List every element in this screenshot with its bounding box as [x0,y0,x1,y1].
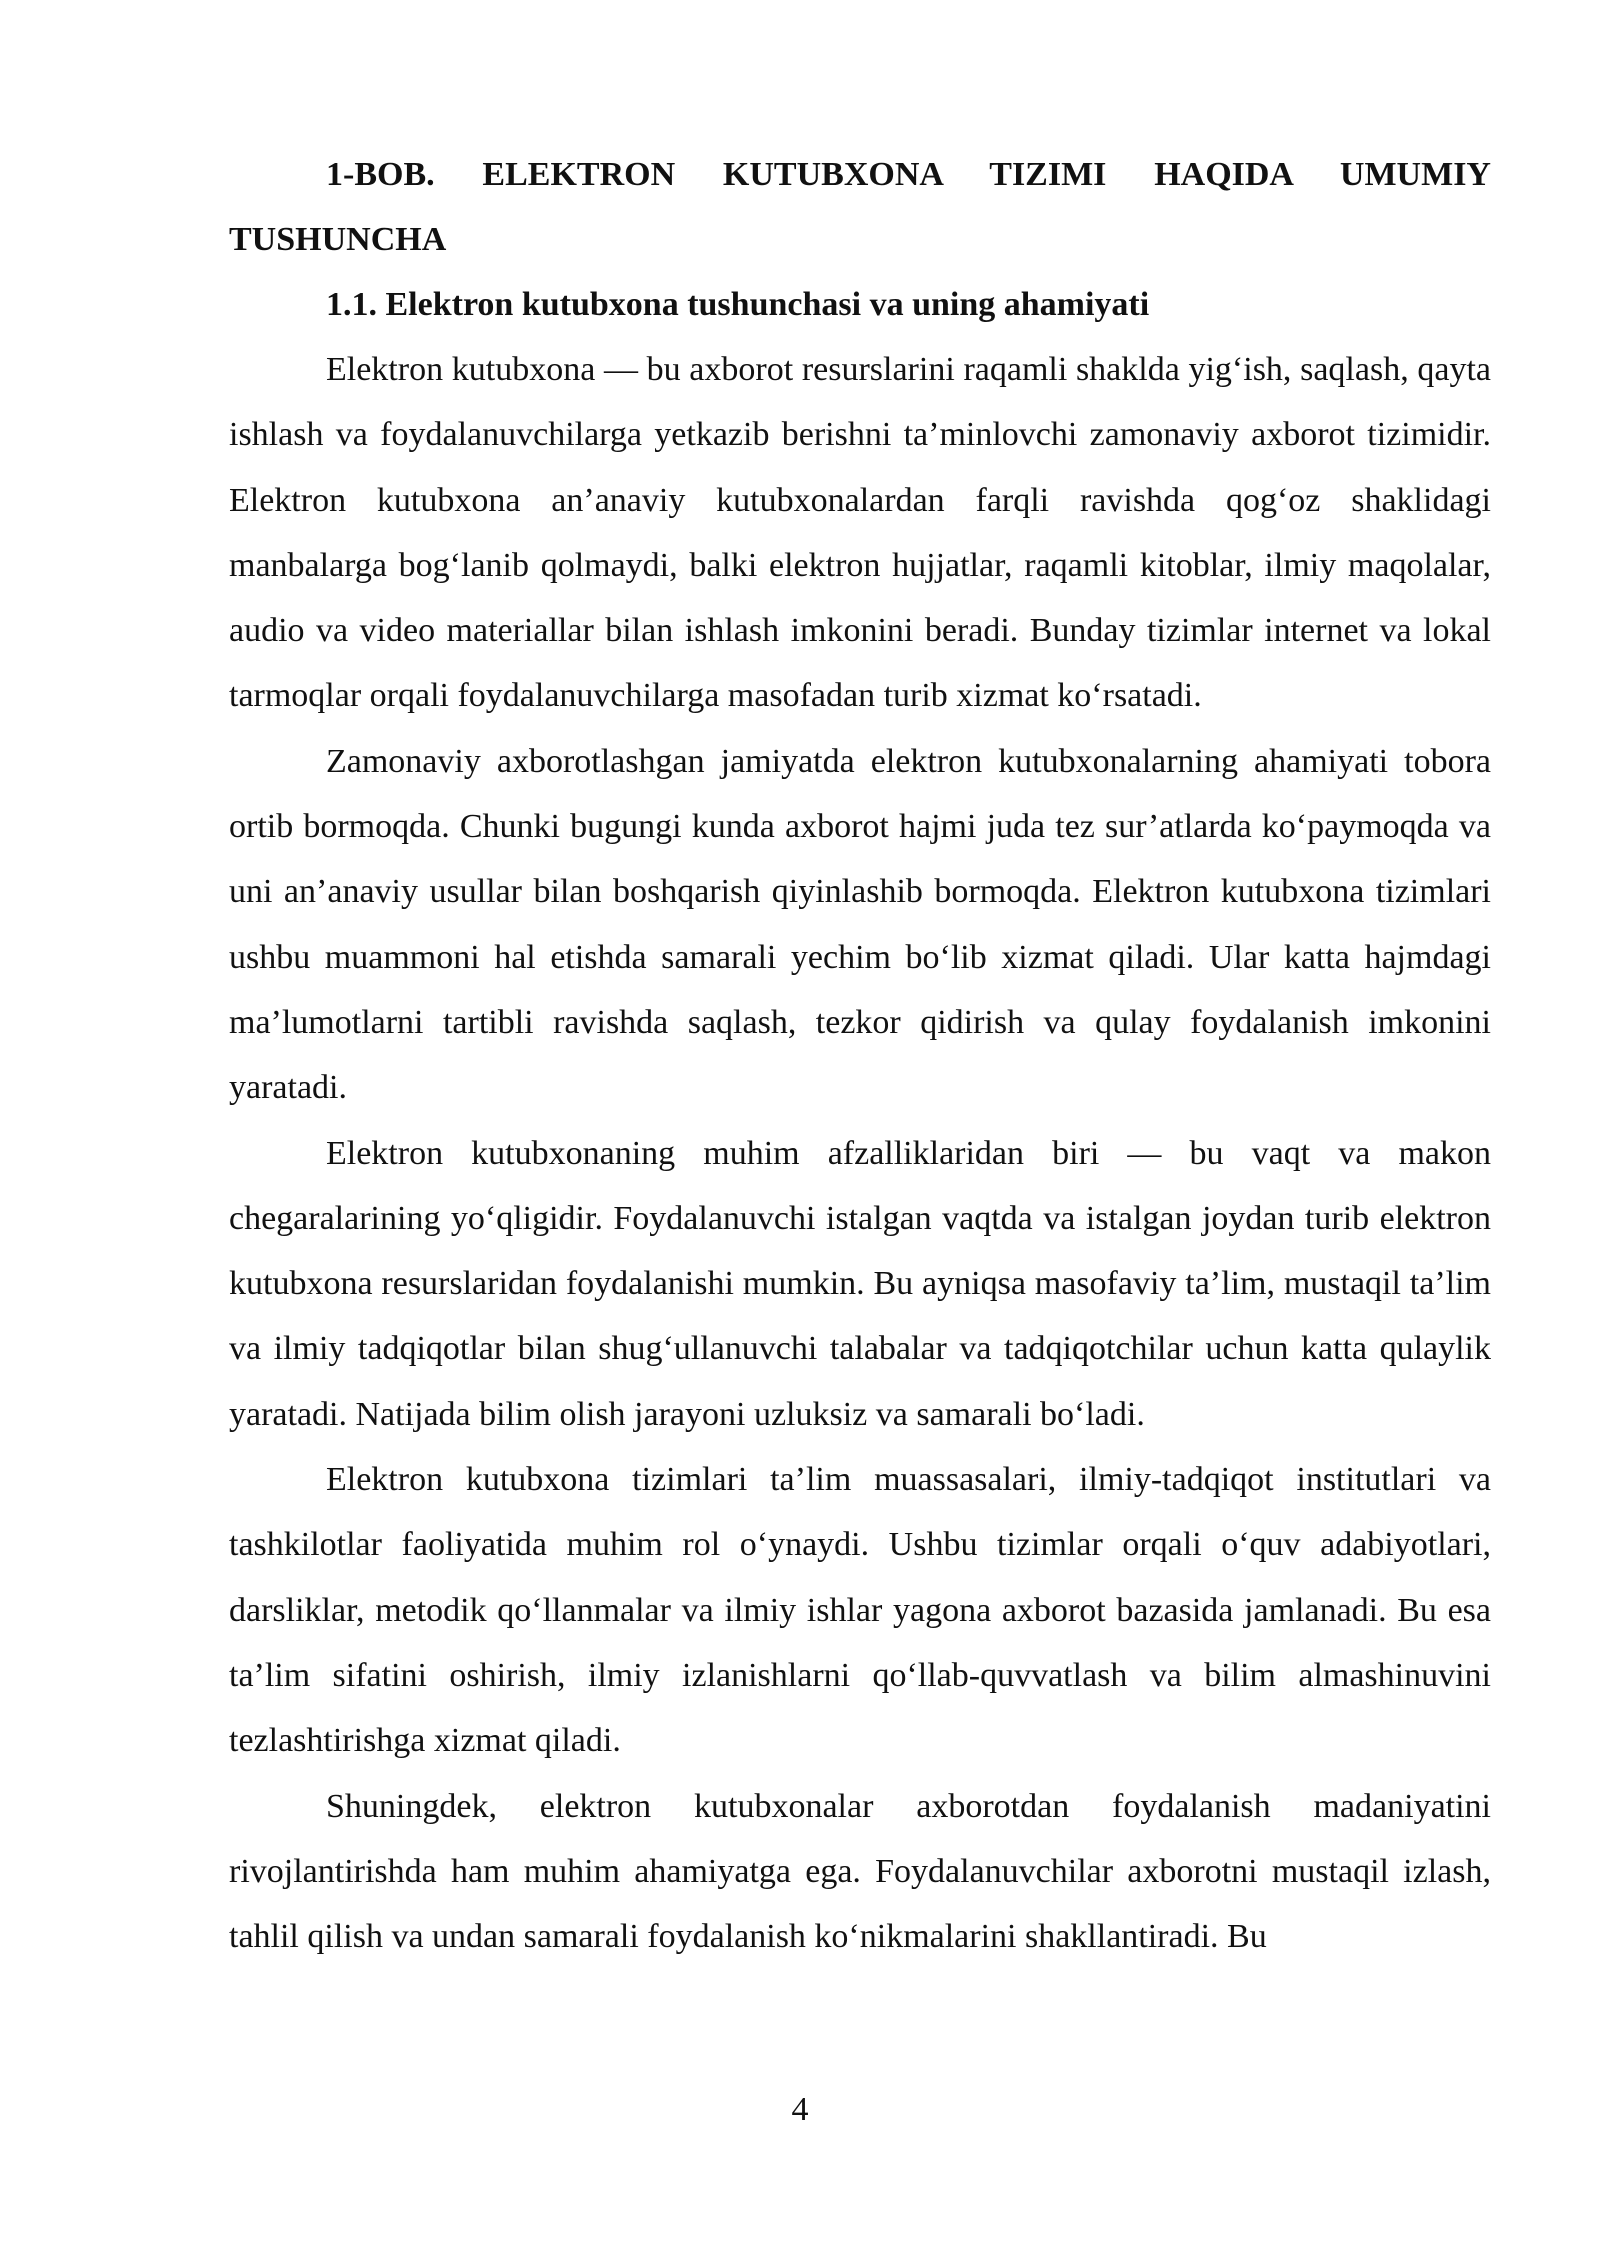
paragraph-advantages: Elektron kutubxonaning muhim afzalliklaridan biri — bu vaqt va makon chegaralarining yo‘qligidir. Foydalanuvchi istalgan vaqtda va istalgan joydan turib elektron kutubxona resurslaridan foydalanishi mumkin. Bu ayniqsa masofaviy ta’lim, mustaqil ta’lim va ilmiy tadqiqotlar bilan shug‘ullanuvchi talabalar va tadqiqotchilar uchun katta qulaylik yaratadi. Natijada bilim olish jarayoni uzluksiz va samarali bo‘ladi. [229,1134,1491,1433]
paragraph-culture: Shuningdek, elektron kutubxonalar axborotdan foydalanish madaniyatini rivojlantirishda ham muhim ahamiyatga ega. Foydalanuvchilar axborotni mustaqil izlash, tahlil qilish va undan samarali foydalanish ko‘nikmalarini shakllantiradi. Bu [229,1787,1491,1956]
paragraph-definition: Elektron kutubxona — bu axborot resurslarini raqamli shaklda yig‘ish, saqlash, qayta ishlash va foydalanuvchilarga yetkazib berishni ta’minlovchi zamonaviy axborot tizimidir. Elektron kutubxona an’anaviy kutubxonalardan farqli ravishda qog‘oz shaklidagi manbalarga bog‘lanib qolmaydi, balki elektron hujjatlar, raqamli kitoblar, ilmiy maqolalar, audio va video materiallar bilan ishlash imkonini beradi. Bunday tizimlar internet va lokal tarmoqlar orqali foydalanuvchilarga masofadan turib xizmat ko‘rsatadi. [229,351,1491,715]
section-title: 1.1. Elektron kutubxona tushunchasi va uning ahamiyati [326,286,1150,323]
page-content [229,142,1491,1969]
paragraph-importance: Zamonaviy axborotlashgan jamiyatda elektron kutubxonalarning ahamiyati tobora ortib bormoqda. Chunki bugungi kunda axborot hajmi juda tez sur’atlarda ko‘paymoqda va uni an’anaviy usullar bilan boshqarish qiyinlashib bormoqda. Elektron kutubxona tizimlari ushbu muammoni hal etishda samarali yechim bo‘lib xizmat qiladi. Ular katta hajmdagi ma’lumotlarni tartibli ravishda saqlash, tezkor qidirish va qulay foydalanish imkonini yaratadi. [229,742,1491,1107]
chapter-title: 1-BOB. ELEKTRON KUTUBXONA TIZIMI HAQIDA UMUMIY TUSHUNCHA [229,156,1491,258]
paragraph-role: Elektron kutubxona tizimlari ta’lim muassasalari, ilmiy-tadqiqot institutlari va tashkilotlar faoliyatida muhim rol o‘ynaydi. Ushbu tizimlar orqali o‘quv adabiyotlari, darsliklar, metodik qo‘llanmalar va ilmiy ishlar yagona axborot bazasida jamlanadi. Bu esa ta’lim sifatini oshirish, ilmiy izlanishlarni qo‘llab-quvvatlash va bilim almashinuvini tezlashtirishga xizmat qiladi. [229,1461,1491,1760]
page-number: 4 [791,2091,809,2128]
